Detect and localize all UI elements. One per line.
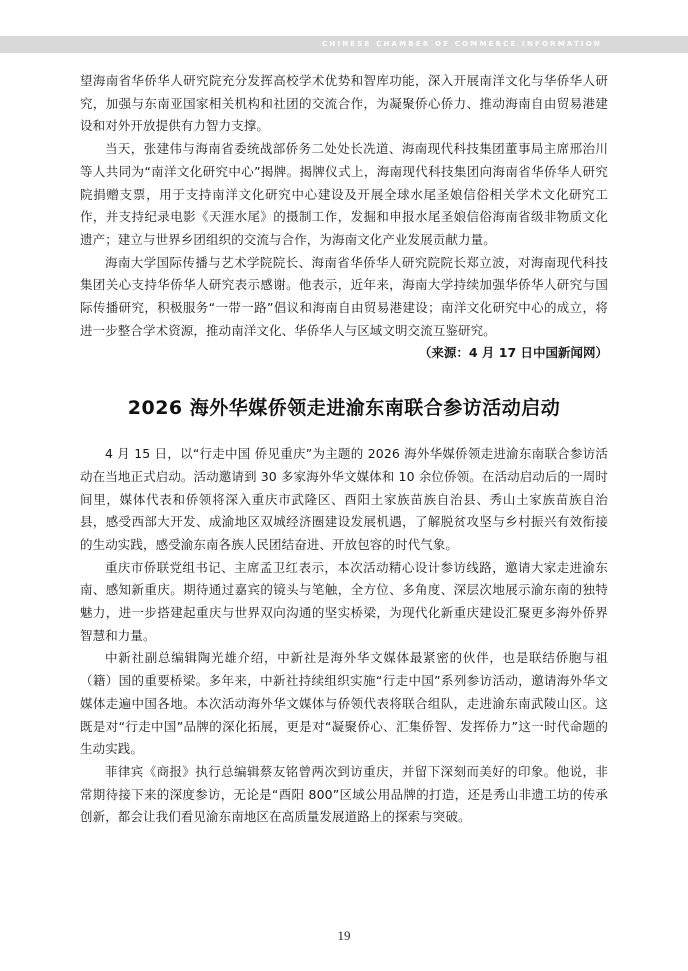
page-number: 19	[337, 928, 351, 943]
article1-source: （来源：4 月 17 日中国新闻网）	[418, 345, 608, 361]
article2-paragraph-2: 重庆市侨联党组书记、主席孟卫红表示，本次活动精心设计参访线路，邀请大家走进渝东南、感知新重庆。期待通过嘉宾的镜头与笔触，全方位、多角度、深层次地展示渝东南的独特魅力，进一步搭建起重庆与世界双向沟通的坚实桥梁，为现代化新重庆建设汇聚更多海外侨界智慧和力量。	[80, 559, 608, 643]
article1-paragraph-3: 海南大学国际传播与艺术学院院长、海南省华侨华人研究院院长郑立波，对海南现代科技集团关心支持华侨华人研究表示感谢。他表示，近年来，海南大学持续加强华侨华人研究与国际传播研究，积极服务“一带一路”倡议和海南自由贸易港建设；南洋文化研究中心的成立，将进一步整合学术资源，推动南洋文化、华侨华人与区域文明交流互鉴研究。	[80, 254, 608, 338]
header-band	[0, 36, 688, 53]
article2-title: 2026 海外华媒侨领走进渝东南联合参访活动启动	[127, 397, 561, 420]
article1-paragraph-2: 当天，张建伟与海南省委统战部侨务二处处长冼道、海南现代科技集团董事局主席邢治川等人共同为“南洋文化研究中心”揭牌。揭牌仪式上，海南现代科技集团向海南省华侨华人研究院捐赠支票，用于支持南洋文化研究中心建设及开展全球水尾圣娘信俗相关学术文化研究工作，并支持纪录电影《天涯水尾》的摄制工作，发掘和申报水尾圣娘信俗海南省级非物质文化遗产；建立与世界乡团组织的交流与合作，为海南文化产业发展贡献力量。	[80, 141, 608, 247]
page-content	[80, 70, 608, 829]
publication-banner: CHINESE CHAMBER OF COMMERCE INFORMATION	[322, 40, 602, 48]
article1-paragraph-1: 望海南省华侨华人研究院充分发挥高校学术优势和智库功能，深入开展南洋文化与华侨华人研究，加强与东南亚国家相关机构和社团的交流合作，为凝聚侨心侨力、推动海南自由贸易港建设和对外开放提供有力智力支撑。	[80, 73, 608, 134]
article2-paragraph-4: 菲律宾《商报》执行总编辑蔡友铭曾两次到访重庆，并留下深刻而美好的印象。他说，非常期待接下来的深度参访，无论是“酉阳 800”区域公用品牌的打造，还是秀山非遗工坊的传承创新，都会让我们看见渝东南地区在高质量发展道路上的探索与突破。	[80, 763, 608, 825]
article2-paragraph-3: 中新社副总编辑陶光雄介绍，中新社是海外华文媒体最紧密的伙伴，也是联结侨胞与祖（籍）国的重要桥梁。多年来，中新社持续组织实施“行走中国”系列参访活动，邀请海外华文媒体走遍中国各地。本次活动海外华文媒体与侨领代表将联合组队，走进渝东南武陵山区。这既是对“行走中国”品牌的深化拓展，更是对“凝聚侨心、汇集侨智、发挥侨力”这一时代命题的生动实践。	[80, 650, 608, 757]
article2-paragraph-1: 4 月 15 日，以“行走中国 侨见重庆”为主题的 2026 海外华媒侨领走进渝东南联合参访活动在当地正式启动。活动邀请到 30 多家海外华文媒体和 10 余位侨领。在活动启动后的一周时间里，媒体代表和侨领将深入重庆市武隆区、酉阳土家族苗族自治县、秀山土家族苗族自治县，感受西部大开发、成渝地区双城经济圈建设发展机遇，了解脱贫攻坚与乡村振兴有效衔接的生动实践，感受渝东南各族人民团结奋进、开放包容的时代气象。	[80, 446, 608, 552]
